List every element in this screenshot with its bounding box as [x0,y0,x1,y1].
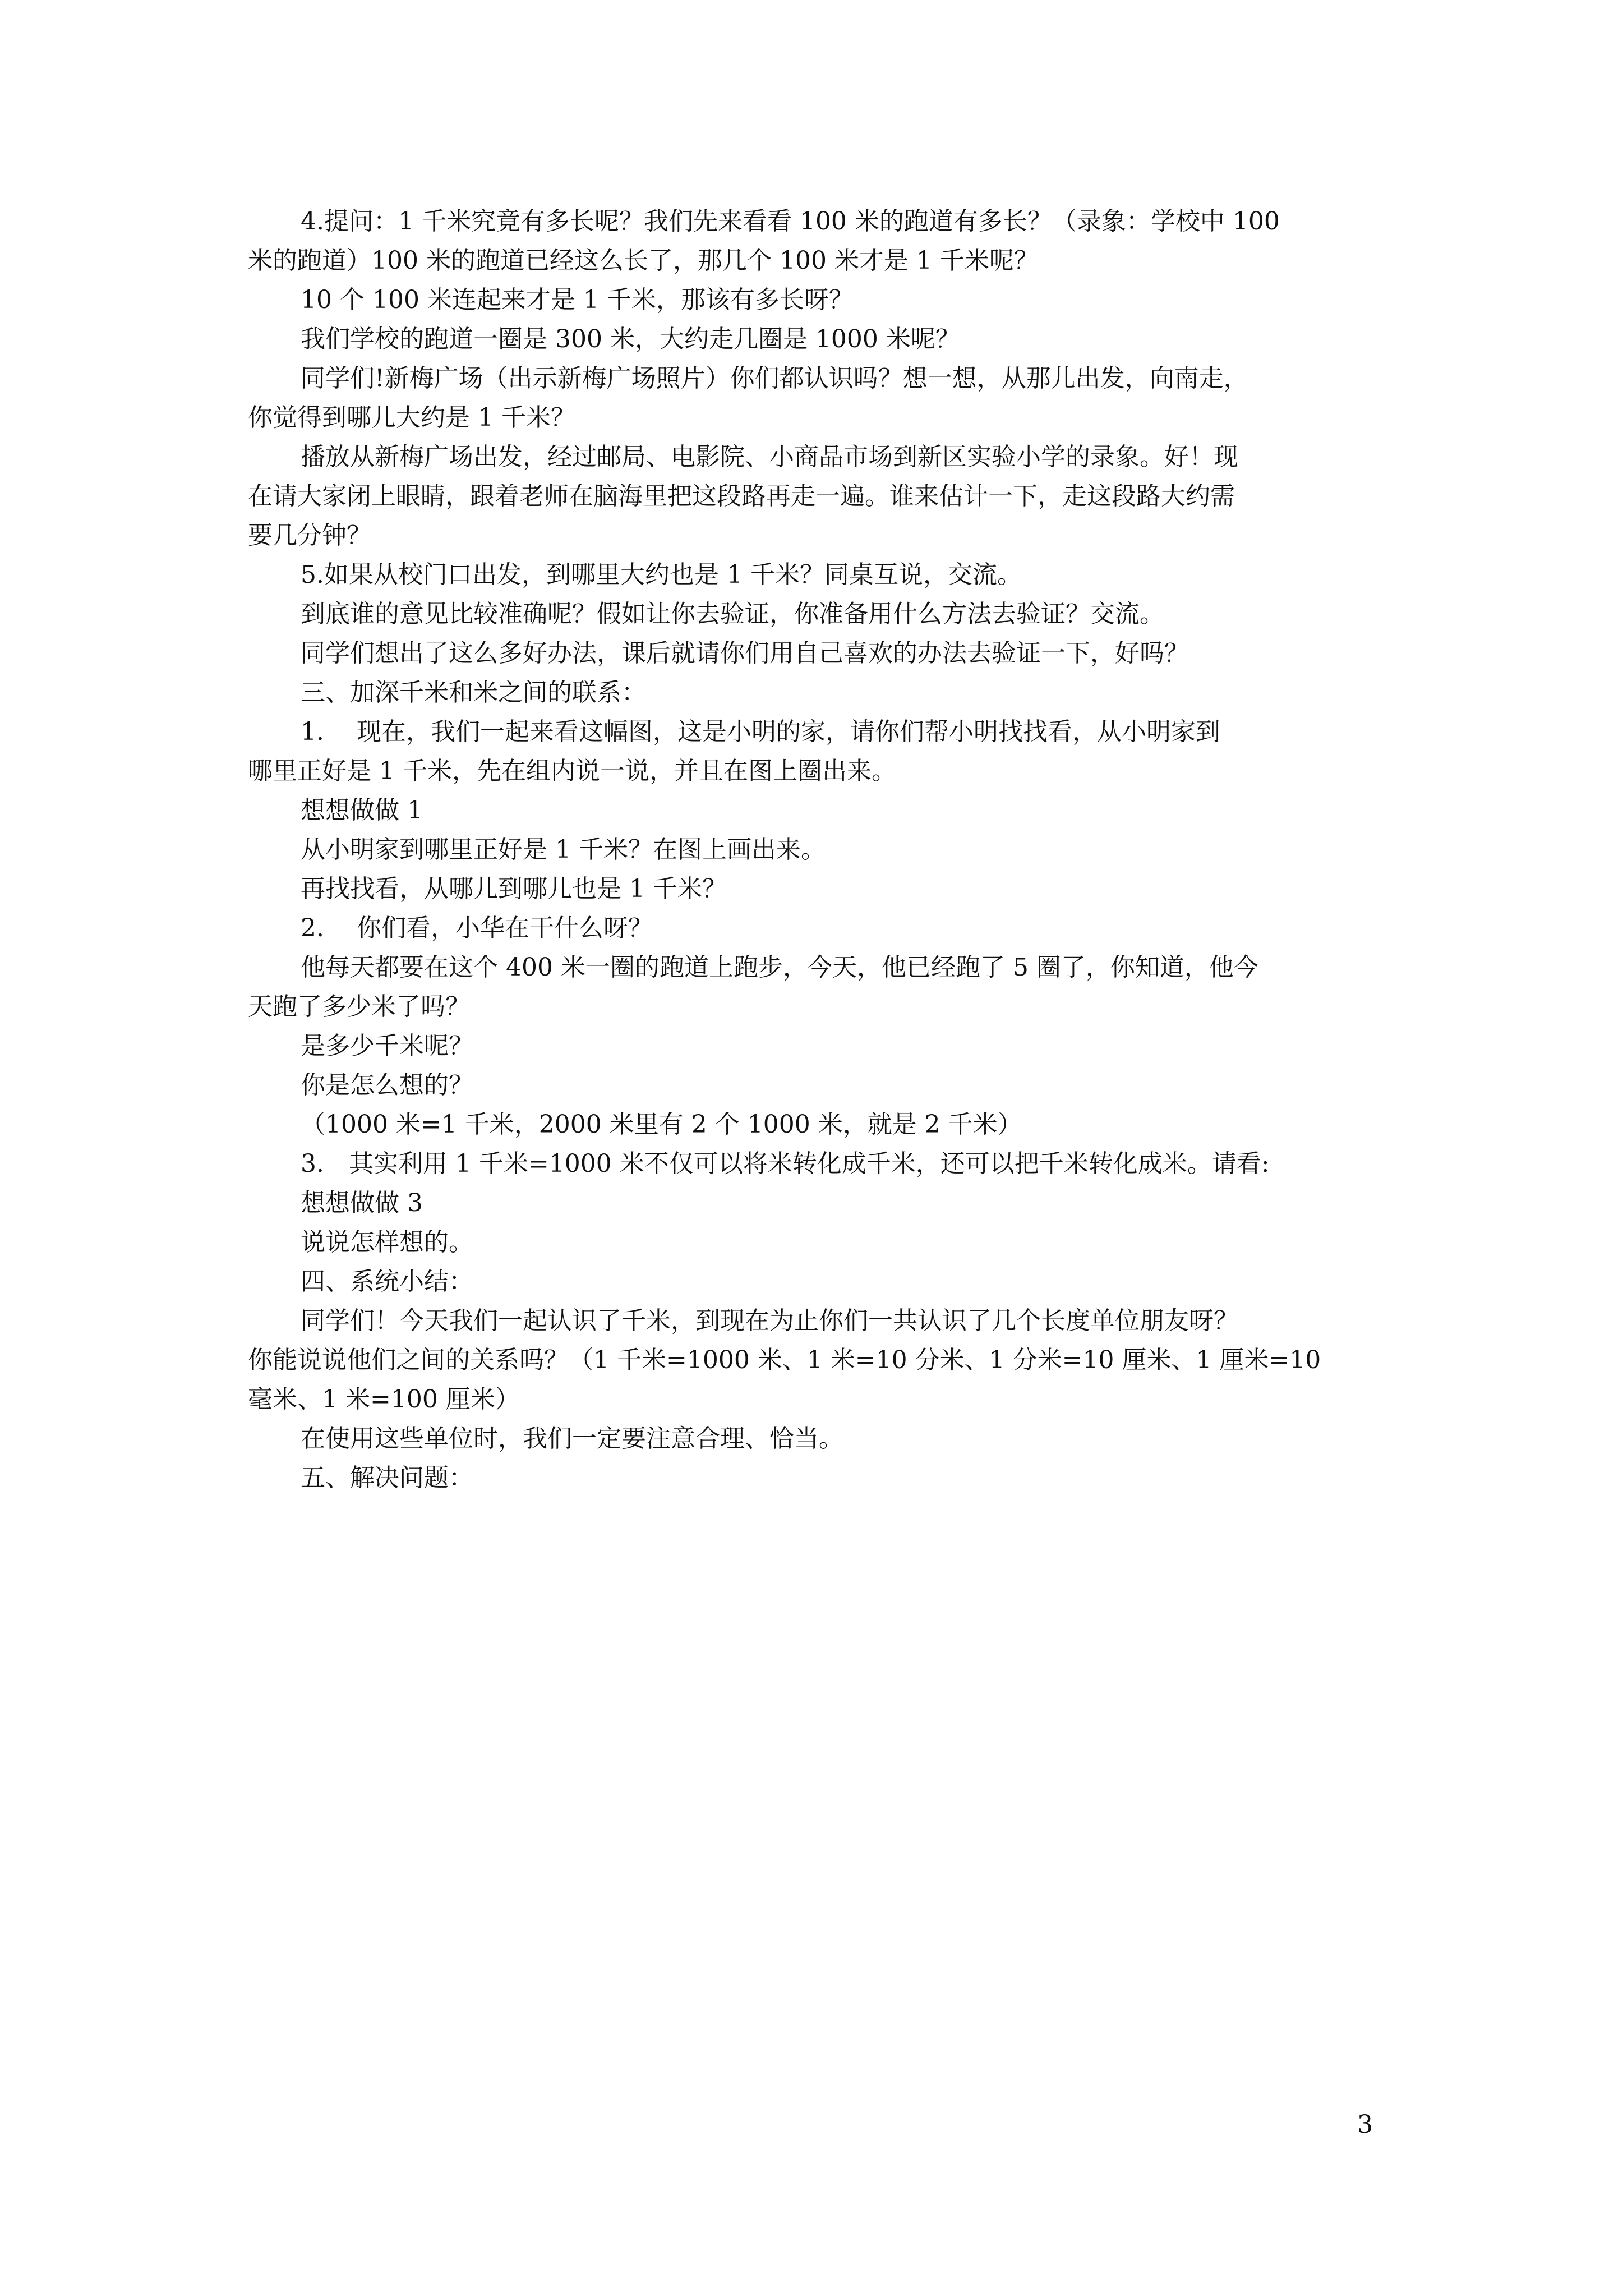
text-line: 你是怎么想的？ [301,1071,473,1099]
text-line: 四、系统小结： [301,1267,473,1296]
text-line: 到底谁的意见比较准确呢？假如让你去验证，你准备用什么方法去验证？交流。 [301,600,1164,628]
text-line: 是多少千米呢？ [301,1032,473,1060]
text-line: 3. 其实利用 1 千米=1000 米不仅可以将米转化成千米，还可以把千米转化成米。请看: [301,1149,1270,1178]
text-line: 在使用这些单位时，我们一定要注意合理、恰当。 [301,1424,843,1453]
page-number: 3 [1357,2110,1373,2139]
text-line: 你觉得到哪儿大约是 1 千米？ [248,403,575,432]
text-line: 五、解决问题： [301,1464,473,1492]
body-text [248,202,1389,1498]
text-line: 要几分钟？ [248,521,371,550]
text-line: （1000 米=1 千米，2000 米里有 2 个 1000 米，就是 2 千米） [301,1110,1022,1139]
text-line: 米的跑道）100 米的跑道已经这么长了，那几个 100 米才是 1 千米呢？ [248,246,1039,275]
text-line: 5.如果从校门口出发，到哪里大约也是 1 千米？同桌互说，交流。 [301,560,1022,589]
text-line: 在请大家闭上眼睛，跟着老师在脑海里把这段路再走一遍。谁来估计一下，走这段路大约需 [248,482,1235,510]
text-line: 1. 现在，我们一起来看这幅图，这是小明的家，请你们帮小明找找看，从小明家到 [301,717,1220,746]
text-line: 同学们想出了这么多好办法，课后就请你们用自己喜欢的办法去验证一下，好吗？ [301,639,1189,668]
text-line: 想想做做 1 [301,796,423,825]
text-line: 三、加深千米和米之间的联系： [301,678,646,707]
text-line: 你能说说他们之间的关系吗？（1 千米=1000 米、1 米=10 分米、1 分米=10 厘米、1 厘米=10 [248,1346,1321,1374]
text-line: 4.提问：1 千米究竟有多长呢？我们先来看看 100 米的跑道有多长？（录象：学校中 100 [301,207,1280,236]
text-line: 天跑了多少米了吗？ [248,992,470,1021]
text-line: 想想做做 3 [301,1189,423,1217]
text-line: 毫米、1 米=100 厘米） [248,1385,520,1414]
text-line: 从小明家到哪里正好是 1 千米？在图上画出来。 [301,835,826,864]
text-line: 10 个 100 米连起来才是 1 千米，那该有多长呀？ [301,286,854,314]
text-line: 我们学校的跑道一圈是 300 米，大约走几圈是 1000 米呢？ [301,325,960,353]
text-line: 再找找看，从哪儿到哪儿也是 1 千米？ [301,875,727,903]
text-line: 他每天都要在这个 400 米一圈的跑道上跑步，今天，他已经跑了 5 圈了，你知道，他今 [301,953,1258,982]
text-line: 哪里正好是 1 千米，先在组内说一说，并且在图上圈出来。 [248,757,896,785]
text-line: 说说怎样想的。 [301,1228,473,1257]
text-line: 同学们！今天我们一起认识了千米，到现在为止你们一共认识了几个长度单位朋友呀？ [301,1306,1238,1335]
text-line: 2. 你们看，小华在干什么呀？ [301,914,653,942]
text-line: 同学们!新梅广场（出示新梅广场照片）你们都认识吗？想一想，从那儿出发，向南走， [301,364,1248,393]
text-line: 播放从新梅广场出发，经过邮局、电影院、小商品市场到新区实验小学的录象。好！现 [301,443,1238,471]
